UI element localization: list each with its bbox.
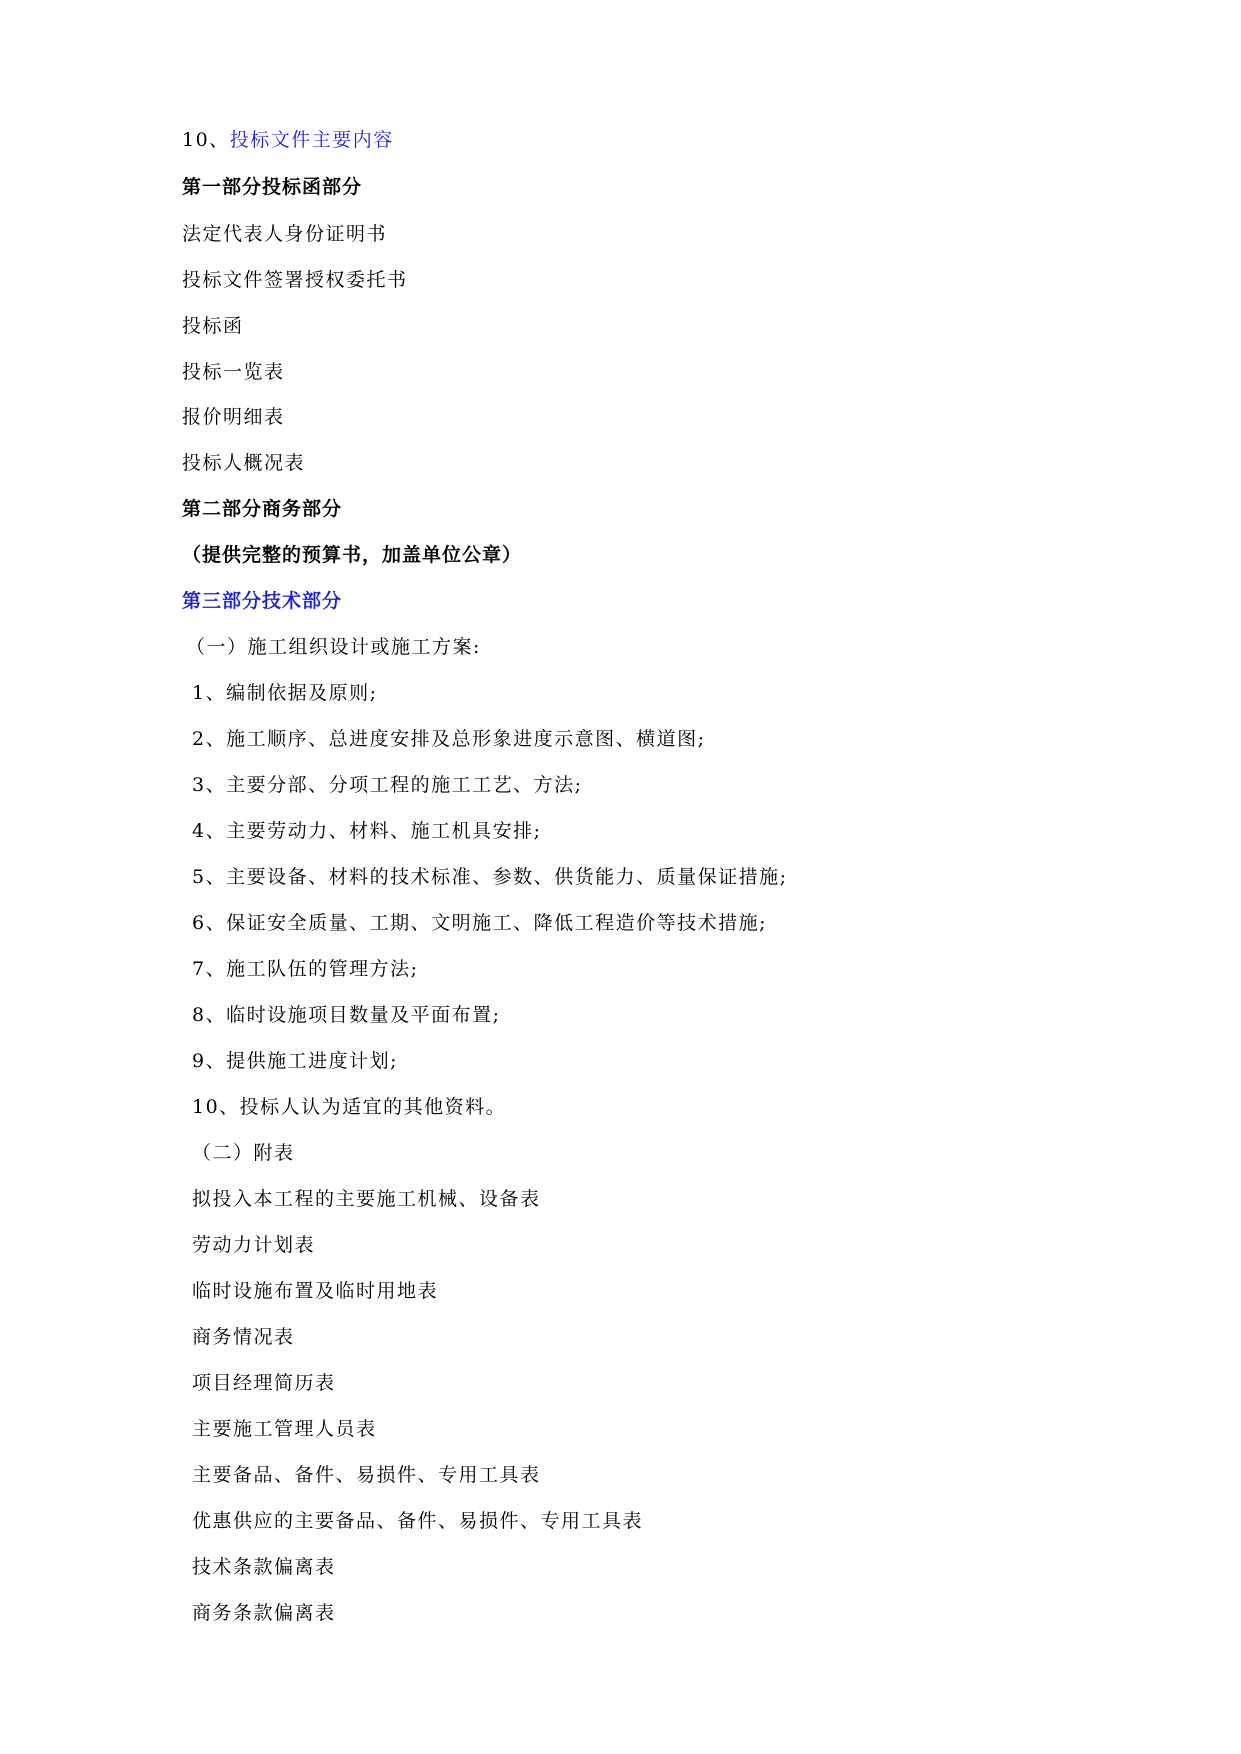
part3-sub2-item: 主要备品、备件、易损件、专用工具表 [192,1464,541,1486]
part3-sub1-item: 3、主要分部、分项工程的施工工艺、方法; [192,774,583,796]
part3-sub2-item: 劳动力计划表 [192,1234,316,1256]
part3-sub2-item: 商务情况表 [192,1326,295,1348]
part3-sub1-item: 9、提供施工进度计划; [192,1050,398,1072]
section-number: 10、 [182,129,230,151]
part1-item: 投标函 [182,315,244,337]
part3-title: 第三部分技术部分 [182,590,343,612]
part3-sub2-item: 技术条款偏离表 [192,1556,336,1578]
part2-note: （提供完整的预算书，加盖单位公章） [182,544,523,566]
part3-sub1-item: 4、主要劳动力、材料、施工机具安排; [192,820,542,842]
part3-sub1-title: （一）施工组织设计或施工方案: [186,636,481,658]
part3-sub1-item: 5、主要设备、材料的技术标准、参数、供货能力、质量保证措施; [192,866,788,888]
part1-item: 投标一览表 [182,361,285,383]
part1-item: 法定代表人身份证明书 [182,223,388,245]
part3-sub2-title: （二）附表 [192,1142,295,1164]
part3-sub1-item: 6、保证安全质量、工期、文明施工、降低工程造价等技术措施; [192,912,767,934]
section-title: 投标文件主要内容 [229,129,394,151]
part1-title: 第一部分投标函部分 [182,176,363,198]
part3-sub2-item: 临时设施布置及临时用地表 [192,1280,439,1302]
part2-title: 第二部分商务部分 [182,498,343,520]
part3-sub1-item: 10、投标人认为适宜的其他资料。 [192,1096,507,1118]
part1-item: 投标人概况表 [182,452,306,474]
part3-sub1-item: 7、施工队伍的管理方法; [192,958,419,980]
part3-sub1-item: 2、施工顺序、总进度安排及总形象进度示意图、横道图; [192,728,706,750]
part3-sub2-item: 主要施工管理人员表 [192,1418,377,1440]
part3-sub2-item: 优惠供应的主要备品、备件、易损件、专用工具表 [192,1510,644,1532]
section-heading [182,128,394,152]
part1-item: 投标文件签署授权委托书 [182,269,408,291]
part3-sub2-item: 商务条款偏离表 [192,1602,336,1624]
part3-sub2-item: 拟投入本工程的主要施工机械、设备表 [192,1188,541,1210]
part3-sub1-item: 1、编制依据及原则; [192,682,378,704]
part1-item: 报价明细表 [182,406,285,428]
part3-sub1-item: 8、临时设施项目数量及平面布置; [192,1004,501,1026]
part3-sub2-item: 项目经理简历表 [192,1372,336,1394]
